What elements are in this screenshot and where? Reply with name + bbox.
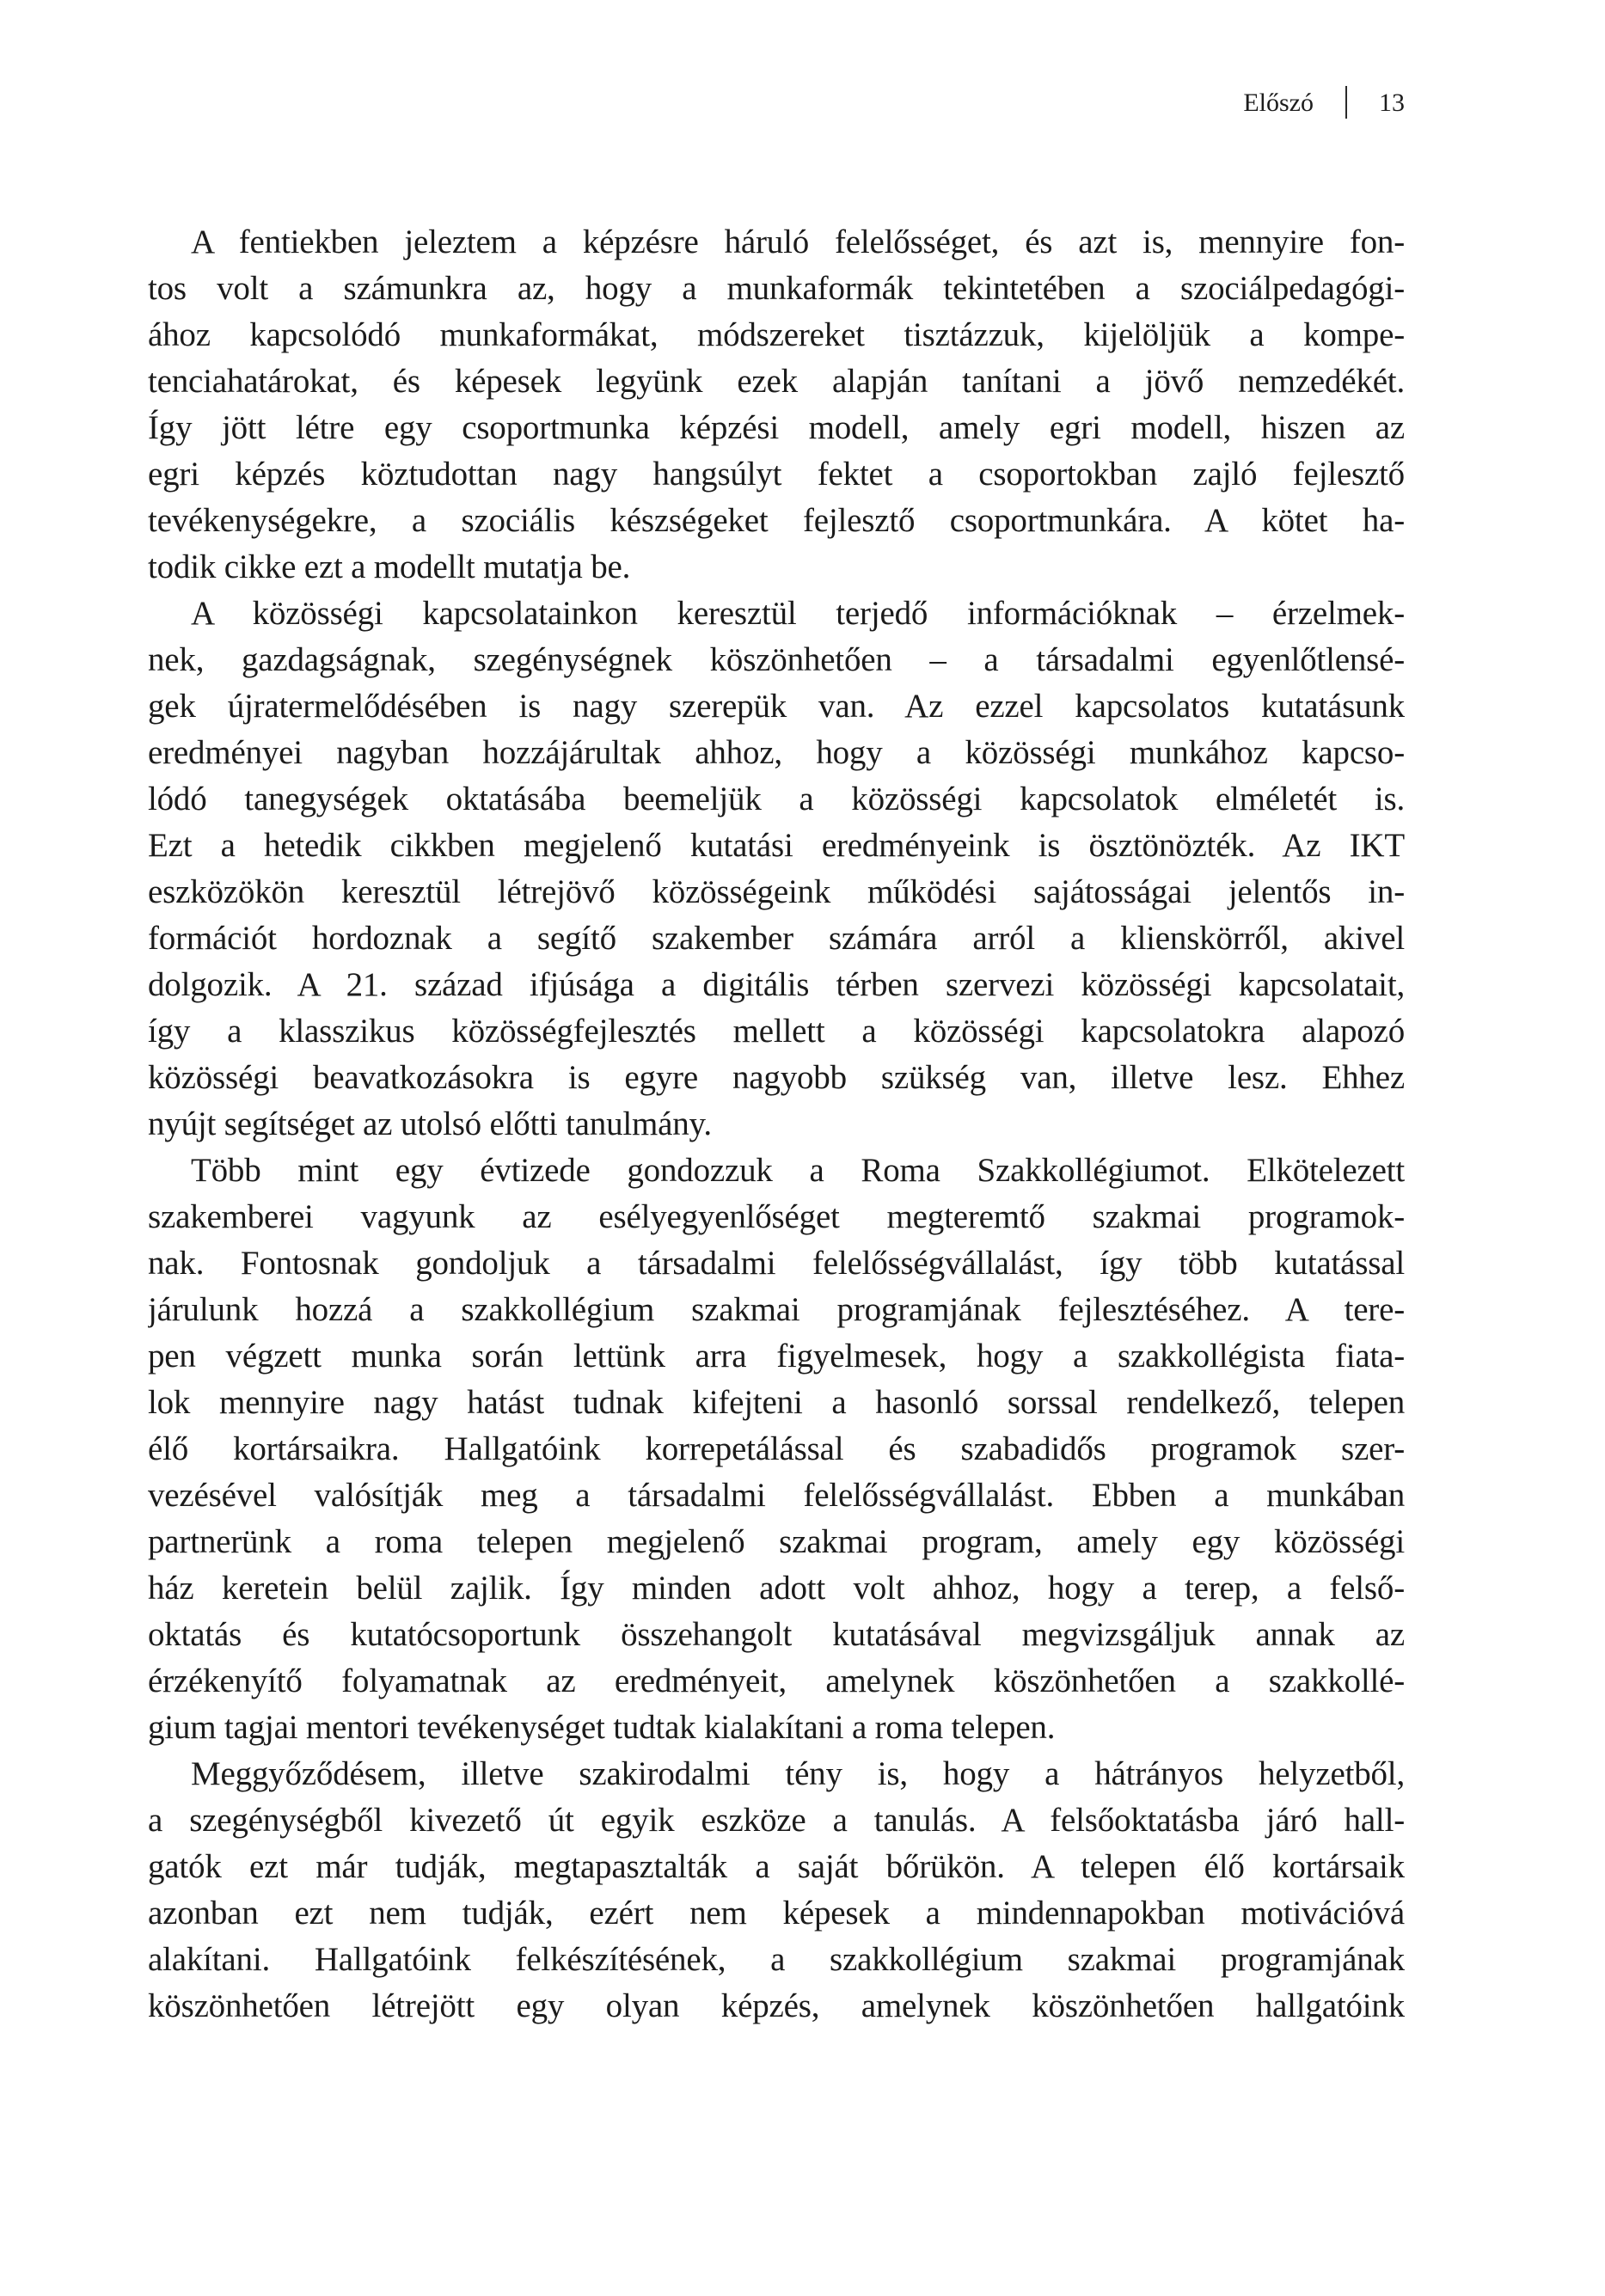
paragraph: [148, 591, 1405, 1148]
text-line: egri képzés köztudottan nagy hangsúlyt fektet a csoportokban zajló fejlesztő: [148, 456, 1405, 493]
text-line: érzékenyítő folyamatnak az eredményeit, amelynek köszönhetően a szakkollé-: [148, 1662, 1405, 1699]
text-line: pen végzett munka során lettünk arra figyelmesek, hogy a szakkollégista fiata-: [148, 1338, 1405, 1375]
text-line: dolgozik. A 21. század ifjúsága a digitális térben szervezi közösségi kapcsolatait,: [148, 966, 1405, 1003]
text-line: todik cikke ezt a modellt mutatja be.: [148, 548, 631, 585]
running-head-title: Előszó: [1243, 89, 1314, 117]
text-line: partnerünk a roma telepen megjelenő szakmai program, amely egy közösségi: [148, 1523, 1405, 1560]
paragraph: [148, 1148, 1405, 1751]
text-line: gek újratermelődésében is nagy szerepük van. Az ezzel kapcsolatos kutatásunk: [148, 688, 1405, 725]
text-line: formációt hordoznak a segítő szakember számára arról a klienskörről, akivel: [148, 920, 1405, 957]
text-line: Több mint egy évtizede gondozzuk a Roma Szakkollégiumot. Elkötelezett: [191, 1152, 1405, 1189]
text-line: tos volt a számunkra az, hogy a munkaformák tekintetében a szociálpedagógi-: [148, 270, 1405, 307]
text-block: [148, 0, 1405, 2296]
text-line: gium tagjai mentori tevékenységet tudtak kialakítani a roma telepen.: [148, 1709, 1056, 1746]
text-line: így a klasszikus közösségfejlesztés mellett a közösségi kapcsolatokra alapozó: [148, 1013, 1405, 1050]
paragraph: [148, 219, 1405, 591]
body-text: [148, 219, 1405, 2030]
text-line: tenciahatárokat, és képesek legyünk ezek alapján tanítani a jövő nemzedékét.: [148, 363, 1405, 400]
text-line: gatók ezt már tudják, megtapasztalták a saját bőrükön. A telepen élő kortársaik: [148, 1848, 1405, 1885]
text-line: ához kapcsolódó munkaformákat, módszereket tisztázzuk, kijelöljük a kompe-: [148, 316, 1405, 353]
text-line: járulunk hozzá a szakkollégium szakmai programjának fejlesztéséhez. A tere-: [148, 1291, 1405, 1328]
text-line: nek, gazdagságnak, szegénységnek köszönhetően – a társadalmi egyenlőtlensé-: [148, 641, 1405, 678]
text-line: szakemberei vagyunk az esélyegyenlőséget megteremtő szakmai programok-: [148, 1198, 1405, 1235]
text-line: nak. Fontosnak gondoljuk a társadalmi felelősségvállalást, így több kutatással: [148, 1245, 1405, 1282]
header-divider-rule: [1345, 86, 1347, 119]
running-header: [148, 86, 1405, 120]
text-line: A fentiekben jeleztem a képzésre háruló felelősséget, és azt is, mennyire fon-: [191, 223, 1405, 260]
text-line: lódó tanegységek oktatásába beemeljük a közösségi kapcsolatok elméletét is.: [148, 781, 1405, 817]
text-line: alakítani. Hallgatóink felkészítésének, a szakkollégium szakmai programjának: [148, 1941, 1405, 1978]
text-line: eszközökön keresztül létrejövő közösségeink működési sajátosságai jelentős in-: [148, 873, 1405, 910]
page-number: 13: [1379, 89, 1405, 117]
text-line: Ezt a hetedik cikkben megjelenő kutatási eredményeink is ösztönözték. Az IKT: [148, 827, 1405, 864]
text-line: Így jött létre egy csoportmunka képzési modell, amely egri modell, hiszen az: [148, 409, 1405, 446]
text-line: azonban ezt nem tudják, ezért nem képesek a mindennapokban motivációvá: [148, 1895, 1405, 1932]
text-line: tevékenységekre, a szociális készségeket fejlesztő csoportmunkára. A kötet ha-: [148, 502, 1405, 539]
paragraph: [148, 1751, 1405, 2030]
text-line: Meggyőződésem, illetve szakirodalmi tény is, hogy a hátrányos helyzetből,: [191, 1755, 1405, 1792]
text-line: eredményei nagyban hozzájárultak ahhoz, hogy a közösségi munkához kapcso-: [148, 734, 1405, 771]
text-line: köszönhetően létrejött egy olyan képzés, amelynek köszönhetően hallgatóink: [148, 1987, 1405, 2024]
text-line: élő kortársaikra. Hallgatóink korrepetálással és szabadidős programok szer-: [148, 1430, 1405, 1467]
text-line: ház keretein belül zajlik. Így minden adott volt ahhoz, hogy a terep, a felső-: [148, 1570, 1405, 1607]
text-line: lok mennyire nagy hatást tudnak kifejteni a hasonló sorssal rendelkező, telepen: [148, 1384, 1405, 1421]
text-line: a szegénységből kivezető út egyik eszköze a tanulás. A felsőoktatásba járó hall-: [148, 1802, 1405, 1839]
text-line: közösségi beavatkozásokra is egyre nagyobb szükség van, illetve lesz. Ehhez: [148, 1059, 1405, 1096]
text-line: vezésével valósítják meg a társadalmi felelősségvállalást. Ebben a munkában: [148, 1477, 1405, 1514]
text-line: oktatás és kutatócsoportunk összehangolt kutatásával megvizsgáljuk annak az: [148, 1616, 1405, 1653]
text-line: A közösségi kapcsolatainkon keresztül terjedő információknak – érzelmek-: [191, 595, 1405, 632]
text-line: nyújt segítséget az utolsó előtti tanulmány.: [148, 1105, 712, 1142]
